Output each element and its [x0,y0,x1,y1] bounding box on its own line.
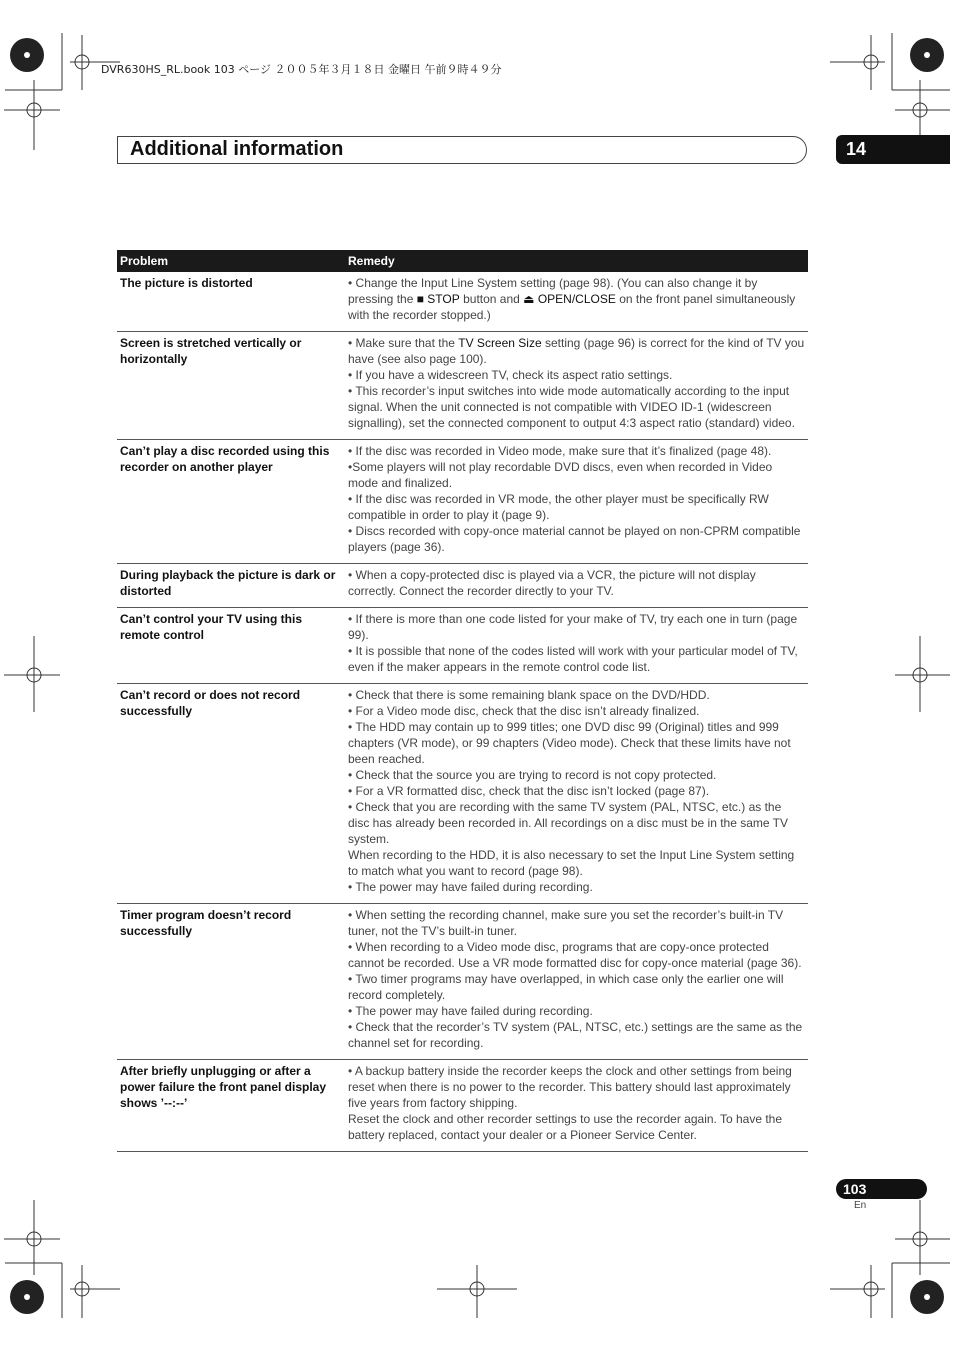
remedy-line: • Change the Input Line System setting (page 98). (You can also change it by pressing the ■ STOP button and ⏏ OPEN/CLOSE on the front panel simultaneously with the recorder stopped.) [348,276,796,322]
remedy-cell [345,684,808,904]
problem-cell: The picture is distorted [117,272,345,332]
chapter-number: 14 [846,139,867,159]
problem-cell: After briefly unplugging or after a power failure the front panel display shows ’--:--’ [117,1060,345,1152]
remedy-line: • If there is more than one code listed for your make of TV, try each one in turn (page 99). [348,612,798,642]
remedy-cell [345,440,808,564]
table-row [117,332,808,440]
table-row [117,1060,808,1152]
remedy-line: • If you have a widescreen TV, check its aspect ratio settings. [348,368,673,382]
remedy-cell [345,1060,808,1152]
remedy-line: • For a Video mode disc, check that the disc isn’t already finalized. [348,704,700,718]
table-row [117,272,808,332]
remedy-line: • Check that you are recording with the same TV system (PAL, NTSC, etc.) as the disc has already been recorded in. All recordings on a disc must be in the same TV system. [348,800,789,846]
remedy-line: • Check that there is some remaining blank space on the DVD/HDD. [348,688,710,702]
table-row [117,904,808,1060]
remedy-cell [345,272,808,332]
problem-cell: Timer program doesn’t record successfully [117,904,345,1060]
remedy-line: • When a copy-protected disc is played via a VCR, the picture will not display correctly. Connect the recorder directly to your TV. [348,568,756,598]
table-row [117,440,808,564]
table-row [117,684,808,904]
remedy-line: When recording to the HDD, it is also necessary to set the Input Line System setting to match what you want to record (page 98). [348,848,795,878]
page-number: 103 [843,1181,867,1197]
remedy-line: • Check that the source you are trying to record is not copy protected. [348,768,717,782]
remedy-line: • The power may have failed during recording. [348,880,593,894]
table-header-row [117,250,808,272]
remedy-line: • Two timer programs may have overlapped, in which case only the earlier one will record completely. [348,972,784,1002]
remedy-line: • Check that the recorder’s TV system (PAL, NTSC, etc.) settings are the same as the channel set for recording. [348,1020,803,1050]
remedy-line: • When recording to a Video mode disc, programs that are copy-once protected cannot be recorded. Use a VR mode formatted disc for copy-once material (page 36). [348,940,802,970]
table-row [117,608,808,684]
file-header-line: DVR630HS_RL.book 103 ページ ２００５年３月１８日 金曜日 午前９時４９分 [101,63,502,76]
problem-cell: Can’t play a disc recorded using this recorder on another player [117,440,345,564]
section-title: Additional information [130,138,344,160]
remedy-line: Reset the clock and other recorder settings to use the recorder again. To have the battery replaced, contact your dealer or a Pioneer Service Center. [348,1112,783,1142]
remedy-cell [345,332,808,440]
problem-cell: Can’t control your TV using this remote control [117,608,345,684]
problem-cell: During playback the picture is dark or distorted [117,564,345,608]
remedy-line: • This recorder’s input switches into wide mode automatically according to the input signal. When the unit connected is not compatible with VIDEO ID-1 (widescreen signalling), set the connected component to output 4:3 aspect ratio (standard) video. [348,384,795,430]
remedy-line: • Discs recorded with copy-once material cannot be played on non-CPRM compatible players (page 36). [348,524,801,554]
remedy-line: • For a VR formatted disc, check that the disc isn’t locked (page 87). [348,784,710,798]
column-header-problem: Problem [117,250,345,272]
remedy-cell [345,608,808,684]
column-header-remedy: Remedy [345,250,808,272]
troubleshooting-table [117,250,808,1152]
problem-cell: Screen is stretched vertically or horizontally [117,332,345,440]
remedy-line: • The power may have failed during recording. [348,1004,593,1018]
table-row [117,564,808,608]
remedy-line: • It is possible that none of the codes listed will work with your particular model of TV, even if the maker appears in the remote control code list. [348,644,798,674]
remedy-line: • If the disc was recorded in Video mode, make sure that it’s finalized (page 48). [348,444,772,458]
problem-cell: Can’t record or does not record successfully [117,684,345,904]
remedy-cell [345,564,808,608]
remedy-line: • If the disc was recorded in VR mode, the other player must be specifically RW compatible in order to play it (page 9). [348,492,769,522]
remedy-line: • When setting the recording channel, make sure you set the recorder’s built-in TV tuner, not the TV’s built-in tuner. [348,908,784,938]
remedy-line: •Some players will not play recordable DVD discs, even when recorded in Video mode and finalized. [348,460,773,490]
remedy-line: • A backup battery inside the recorder keeps the clock and other settings from being reset when there is no power to the recorder. This battery should last approximately five years from factory shipping. [348,1064,792,1110]
remedy-line: • Make sure that the TV Screen Size setting (page 96) is correct for the kind of TV you have (see also page 100). [348,336,805,366]
page-language: En [854,1200,867,1211]
remedy-cell [345,904,808,1060]
remedy-line: • The HDD may contain up to 999 titles; one DVD disc 99 (Original) titles and 999 chapters (VR mode), or 99 chapters (Video mode). Check that these limits have not been reached. [348,720,791,766]
